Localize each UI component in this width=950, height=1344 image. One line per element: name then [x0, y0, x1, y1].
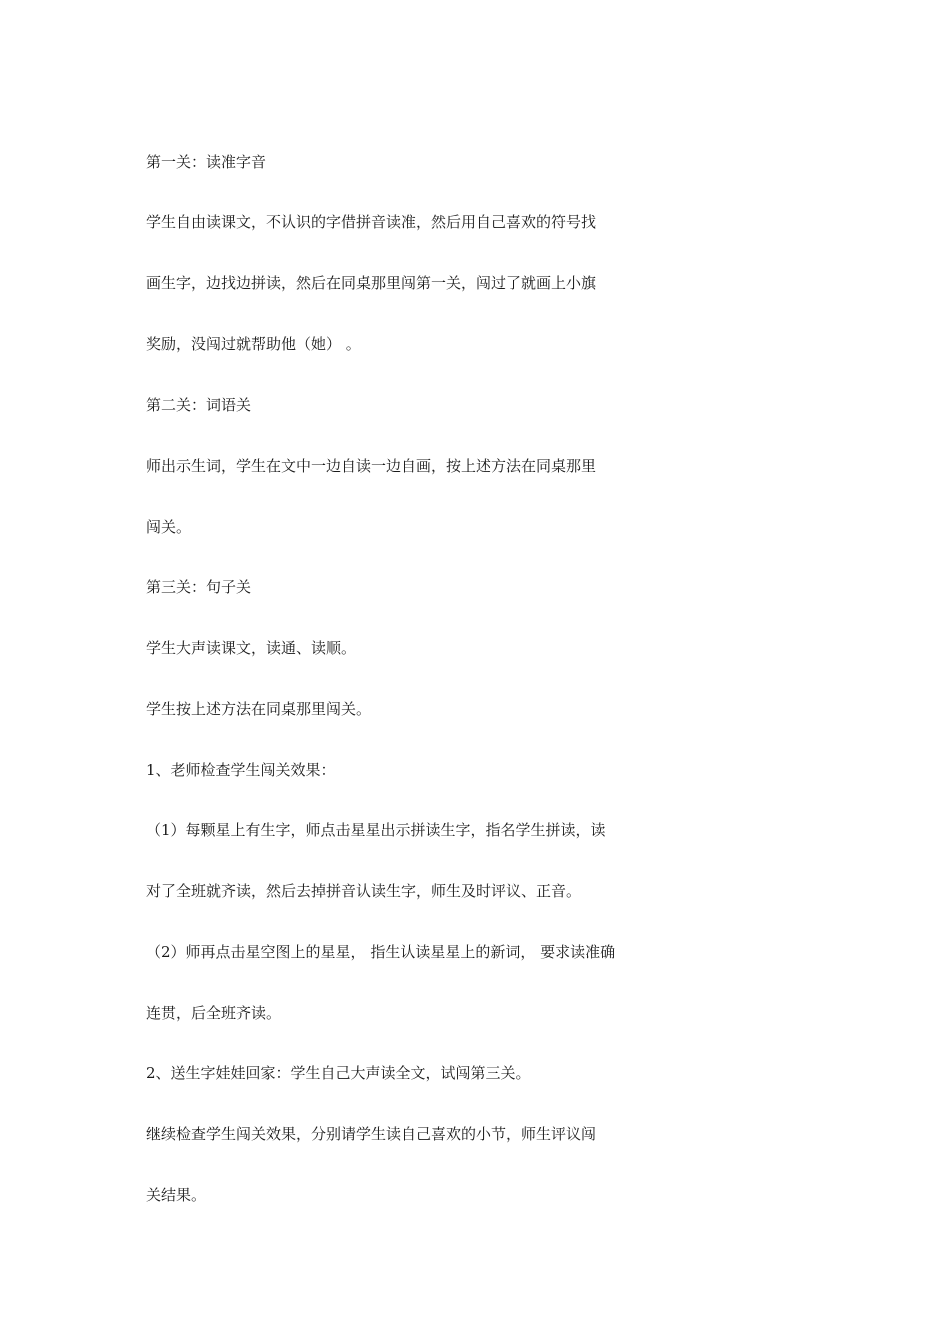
paragraph-line: 学生按上述方法在同桌那里闯关。 — [146, 700, 372, 718]
paragraph-line: 对了全班就齐读，然后去掉拼音认读生字，师生及时评议、正音。 — [146, 882, 582, 900]
list-item-1: 1、老师检查学生闯关效果： — [146, 761, 336, 779]
sub-item-1: （1）每颗星上有生字，师点击星星出示拼读生字，指名学生拼读，读 — [146, 821, 606, 839]
paragraph-line: 关结果。 — [146, 1186, 207, 1204]
paragraph-line: 继续检查学生闯关效果，分别请学生读自己喜欢的小节，师生评议闯 — [146, 1125, 597, 1143]
heading-level-two: 第二关：词语关 — [146, 396, 252, 414]
sub-item-2: （2）师再点击星空图上的星星， 指生认读星星上的新词， 要求读准确 — [146, 943, 616, 961]
paragraph-line: 闯关。 — [146, 518, 192, 536]
paragraph-line: 师出示生词，学生在文中一边自读一边自画，按上述方法在同桌那里 — [146, 457, 597, 475]
list-item-2: 2、送生字娃娃回家：学生自己大声读全文，试闯第三关。 — [146, 1064, 531, 1082]
paragraph-line: 画生字，边找边拼读，然后在同桌那里闯第一关，闯过了就画上小旗 — [146, 274, 597, 292]
heading-level-three: 第三关：句子关 — [146, 578, 252, 596]
paragraph-line: 奖励，没闯过就帮助他（她） 。 — [146, 335, 361, 353]
paragraph-line: 学生自由读课文，不认识的字借拼音读准，然后用自己喜欢的符号找 — [146, 213, 597, 231]
heading-level-one: 第一关：读准字音 — [146, 153, 267, 171]
paragraph-line: 连贯，后全班齐读。 — [146, 1004, 282, 1022]
paragraph-line: 学生大声读课文，读通、读顺。 — [146, 639, 357, 657]
